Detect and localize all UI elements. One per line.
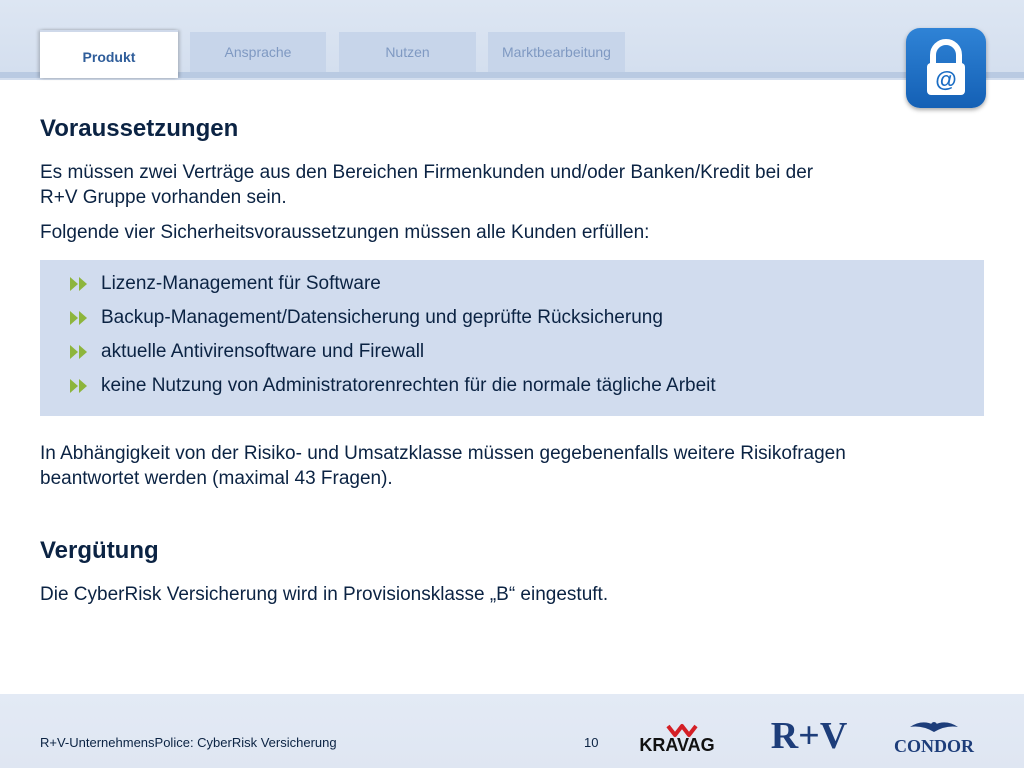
ruv-logo xyxy=(766,712,852,754)
intro-text xyxy=(40,160,960,210)
kravag-logo xyxy=(618,722,736,754)
note-line-1: In Abhängigkeit von der Risiko- und Umsatzklasse müssen gegebenenfalls weitere Risikofragen xyxy=(40,443,846,464)
list-item xyxy=(70,338,716,372)
section-title-verguetung: Vergütung xyxy=(40,537,159,564)
footer-background xyxy=(0,694,1024,768)
requirements-box xyxy=(40,260,984,416)
double-arrow-bullet-icon xyxy=(70,345,90,359)
list-item xyxy=(70,304,716,338)
svg-text:R+V: R+V xyxy=(770,715,848,754)
double-arrow-bullet-icon xyxy=(70,311,90,325)
footer-title: R+V-UnternehmensPolice: CyberRisk Versicherung xyxy=(40,735,337,750)
lead-text: Folgende vier Sicherheitsvoraussetzungen müssen alle Kunden erfüllen: xyxy=(40,222,650,243)
svg-text:CONDOR: CONDOR xyxy=(894,736,974,756)
list-item xyxy=(70,270,716,304)
requirement-text: keine Nutzung von Administratorenrechten für die normale tägliche Arbeit xyxy=(101,375,716,396)
requirement-text: Lizenz-Management für Software xyxy=(101,273,381,294)
svg-text:KRAVAG: KRAVAG xyxy=(639,735,715,754)
note-text xyxy=(40,441,960,491)
list-item xyxy=(70,372,716,406)
section-title-voraussetzungen: Voraussetzungen xyxy=(40,115,239,142)
double-arrow-bullet-icon xyxy=(70,379,90,393)
tab-nutzen[interactable]: Nutzen xyxy=(339,32,476,72)
svg-text:@: @ xyxy=(935,67,957,92)
tab-produkt[interactable]: Produkt xyxy=(40,30,178,78)
requirement-text: aktuelle Antivirensoftware und Firewall xyxy=(101,341,425,362)
page-number: 10 xyxy=(584,735,599,750)
note-line-2: beantwortet werden (maximal 43 Fragen). xyxy=(40,468,393,489)
tab-ansprache[interactable]: Ansprache xyxy=(190,32,326,72)
lock-badge xyxy=(906,28,986,108)
intro-line-1: Es müssen zwei Verträge aus den Bereichen Firmenkunden und/oder Banken/Kredit bei der xyxy=(40,162,814,183)
condor-logo xyxy=(876,716,994,756)
requirements-list xyxy=(70,270,716,406)
double-arrow-bullet-icon xyxy=(70,277,90,291)
verguetung-text: Die CyberRisk Versicherung wird in Provisionsklasse „B“ eingestuft. xyxy=(40,584,609,605)
lock-at-icon xyxy=(906,28,986,108)
requirement-text: Backup-Management/Datensicherung und geprüfte Rücksicherung xyxy=(101,307,663,328)
intro-line-2: R+V Gruppe vorhanden sein. xyxy=(40,187,287,208)
tab-marktbearbeitung[interactable]: Marktbearbeitung xyxy=(488,32,625,72)
